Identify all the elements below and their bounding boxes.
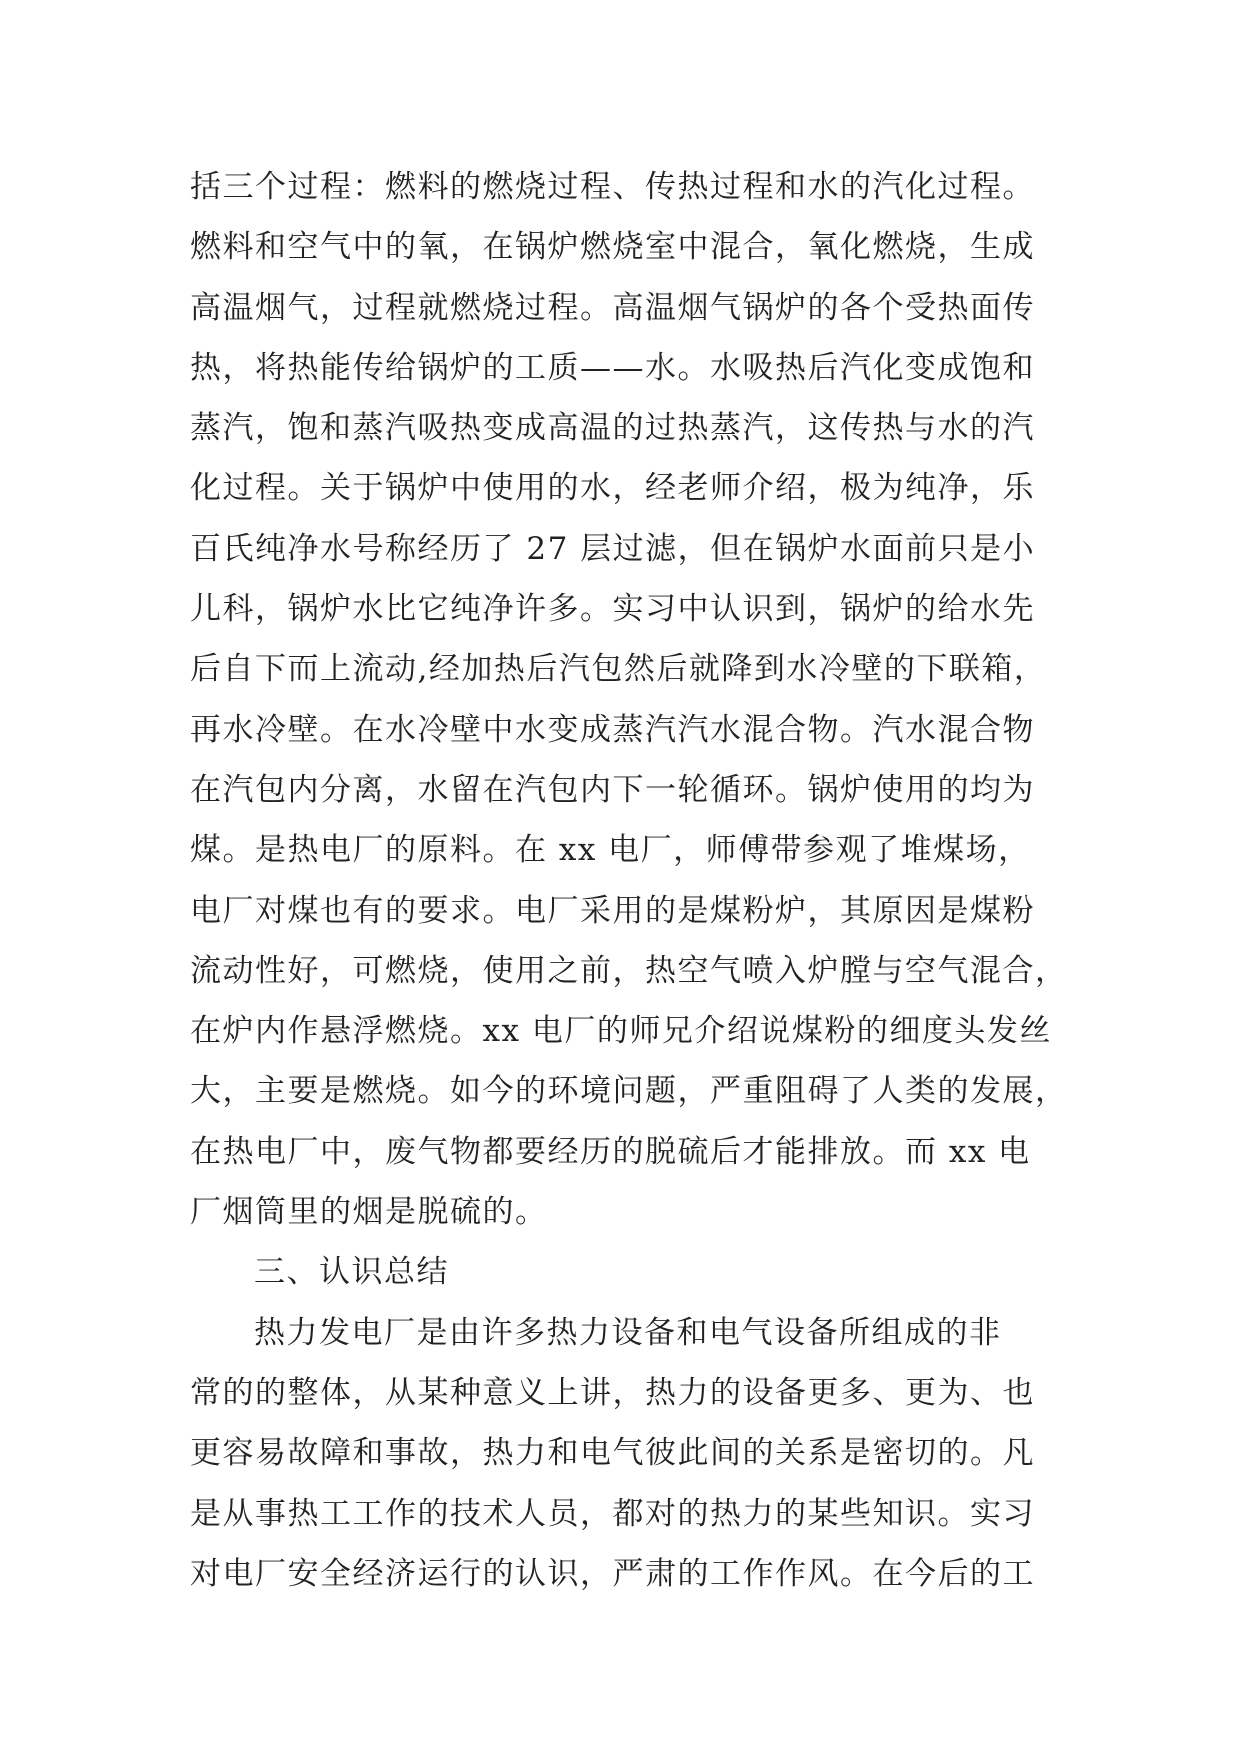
text-line: 在汽包内分离，水留在汽包内下一轮循环。锅炉使用的均为: [190, 771, 1035, 808]
text-line: 厂烟筒里的烟是脱硫的。: [190, 1194, 548, 1231]
text-line: 化过程。关于锅炉中使用的水，经老师介绍，极为纯净，乐: [190, 470, 1035, 507]
text-line: 蒸汽，饱和蒸汽吸热变成高温的过热蒸汽，这传热与水的汽: [190, 410, 1035, 447]
text-line: 高温烟气，过程就燃烧过程。高温烟气锅炉的各个受热面传: [190, 289, 1035, 326]
text-line: 括三个过程：燃料的燃烧过程、传热过程和水的汽化过程。: [190, 169, 1035, 205]
text-line: 在热电厂中，废气物都要经历的脱硫后才能排放。而 xx 电: [190, 1133, 1031, 1170]
text-line: 热，将热能传给锅炉的工质——水。水吸热后汽化变成饱和: [190, 349, 1035, 386]
text-line: 对电厂安全经济运行的认识，严肃的工作作风。在今后的工: [190, 1555, 1035, 1592]
text-line: 煤。是热电厂的原料。在 xx 电厂，师傅带参观了堆煤场，: [190, 832, 1031, 869]
text-line: 更容易故障和事故，热力和电气彼此间的关系是密切的。凡: [190, 1435, 1035, 1472]
text-line: 儿科，锅炉水比它纯净许多。实习中认识到，锅炉的给水先: [190, 591, 1035, 628]
text-line: 电厂对煤也有的要求。电厂采用的是煤粉炉，其原因是煤粉: [190, 892, 1035, 929]
text-line: 燃料和空气中的氧，在锅炉燃烧室中混合，氧化燃烧，生成: [190, 229, 1035, 266]
body-text: [190, 157, 1070, 1604]
text-line: 百氏纯净水号称经历了 27 层过滤，但在锅炉水面前只是小: [190, 530, 1036, 567]
text-line: 热力发电厂是由许多热力设备和电气设备所组成的非: [254, 1314, 1002, 1351]
text-line: 流动性好，可燃烧，使用之前，热空气喷入炉膛与空气混合，: [190, 952, 1068, 989]
text-line: 在炉内作悬浮燃烧。xx 电厂的师兄介绍说煤粉的细度头发丝: [190, 1013, 1052, 1050]
text-line: 再水冷壁。在水冷壁中水变成蒸汽汽水混合物。汽水混合物: [190, 711, 1035, 748]
section-heading: 三、认识总结: [254, 1254, 449, 1291]
text-line: 常的的整体，从某种意义上讲，热力的设备更多、更为、也: [190, 1374, 1035, 1411]
text-line: 是从事热工工作的技术人员，都对的热力的某些知识。实习: [190, 1495, 1035, 1532]
text-line: 大，主要是燃烧。如今的环境问题，严重阻碍了人类的发展，: [190, 1073, 1068, 1110]
text-line: 后自下而上流动,经加热后汽包然后就降到水冷壁的下联箱，: [190, 651, 1047, 688]
